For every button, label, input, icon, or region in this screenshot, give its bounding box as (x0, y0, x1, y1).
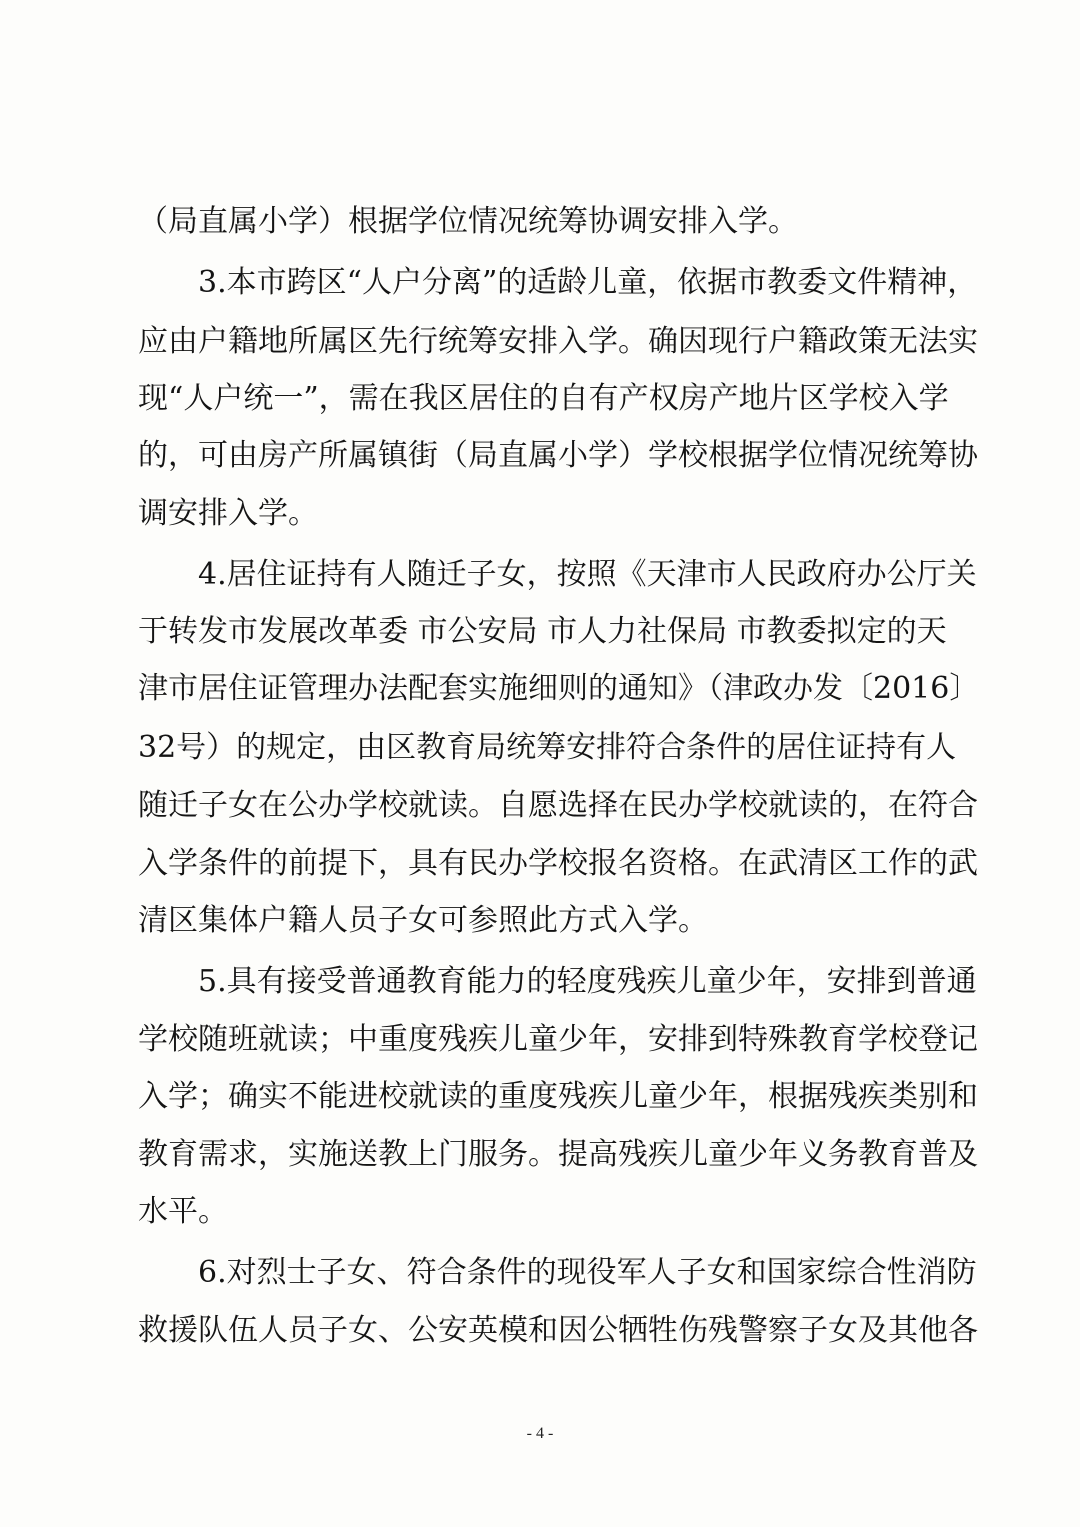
text-line: （局直属小学）根据学位情况统筹协调安排入学。 (138, 204, 798, 239)
text-line: 5.具有接受普通教育能力的轻度残疾儿童少年，安排到普通 (198, 964, 977, 999)
text-line: 于转发市发展改革委 市公安局 市人力社保局 市教委拟定的天 (138, 614, 947, 649)
text-line: 救援队伍人员子女、公安英模和因公牺牲伤残警察子女及其他各 (138, 1313, 978, 1348)
text-line: 学校随班就读；中重度残疾儿童少年，安排到特殊教育学校登记 (138, 1022, 978, 1057)
text-line: 入学条件的前提下，具有民办学校报名资格。在武清区工作的武 (138, 846, 978, 881)
text-line: 津市居住证管理办法配套实施细则的通知》（津政办发〔2016〕 (138, 671, 980, 706)
text-line: 4.居住证持有人随迁子女，按照《天津市人民政府办公厅关 (198, 557, 977, 592)
text-line: 调安排入学。 (138, 496, 318, 531)
text-line: 随迁子女在公办学校就读。自愿选择在民办学校就读的，在符合 (138, 788, 978, 823)
text-line: 6.对烈士子女、符合条件的现役军人子女和国家综合性消防 (198, 1255, 977, 1290)
text-line: 清区集体户籍人员子女可参照此方式入学。 (138, 903, 708, 938)
text-line: 3.本市跨区“人户分离”的适龄儿童，依据市教委文件精神， (198, 265, 978, 300)
text-line: 的，可由房产所属镇街（局直属小学）学校根据学位情况统筹协 (138, 438, 978, 473)
text-line: 水平。 (138, 1194, 228, 1229)
text-line: 教育需求，实施送教上门服务。提高残疾儿童少年义务教育普及 (138, 1137, 978, 1172)
text-line: 入学；确实不能进校就读的重度残疾儿童少年，根据残疾类别和 (138, 1079, 978, 1114)
page-number: - 4 - (526, 1425, 554, 1442)
text-line: 应由户籍地所属区先行统筹安排入学。确因现行户籍政策无法实 (138, 324, 978, 359)
text-line: 32号）的规定，由区教育局统筹安排符合条件的居住证持有人 (138, 730, 957, 765)
text-line: 现“人户统一”，需在我区居住的自有产权房产地片区学校入学 (138, 381, 949, 416)
